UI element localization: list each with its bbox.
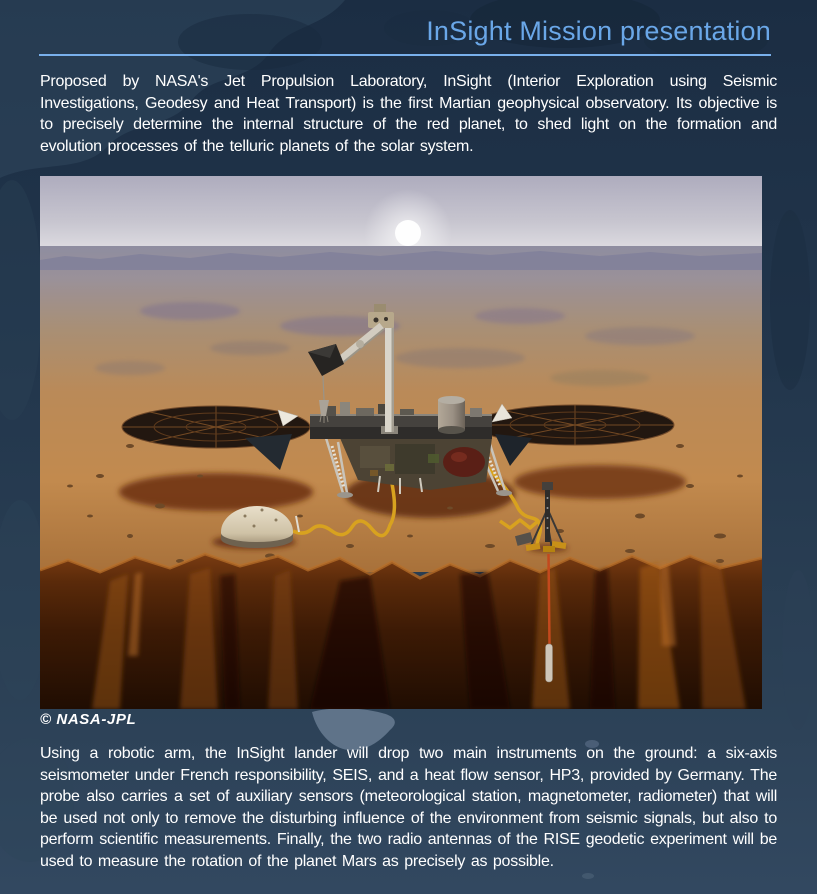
page-title: InSight Mission presentation: [426, 16, 771, 46]
title-underline: [39, 54, 771, 56]
mars-figure: [40, 176, 762, 709]
hp3-mole: [546, 644, 553, 682]
page-content: [0, 14, 817, 872]
insight-lander-illustration: [40, 176, 762, 709]
hp3-tether-underground: [549, 554, 550, 644]
image-caption: © NASA-JPL: [40, 711, 137, 728]
deck-cylinder: [438, 396, 465, 434]
body-paragraph: Using a robotic arm, the InSight lander will drop two main instruments on the ground: a six-axis seismometer under French responsibility, SEIS, and a heat flow sensor, HP3, provided by Germany. The probe also carries a set of auxiliary sensors (meteorological station, magnetometer, radiometer) that will be used not only to remove the disturbing influence of the environment from seismic signals, but also to perform scientific measurements. Finally, the two radio antennas of the RISE geodetic experiment will be used to measure the rotation of the planet Mars as precisely as possible.: [40, 745, 777, 870]
sun: [395, 220, 421, 246]
intro-paragraph: Proposed by NASA's Jet Propulsion Laboratory, InSight (Interior Exploration using Seismic Investigations, Geodesy and Heat Transport) is the first Martian geophysical observatory. Its objective is to precisely determine the internal structure of the red planet, to shed light on the formation and evolution processes of the telluric planets of the solar system.: [40, 73, 777, 155]
